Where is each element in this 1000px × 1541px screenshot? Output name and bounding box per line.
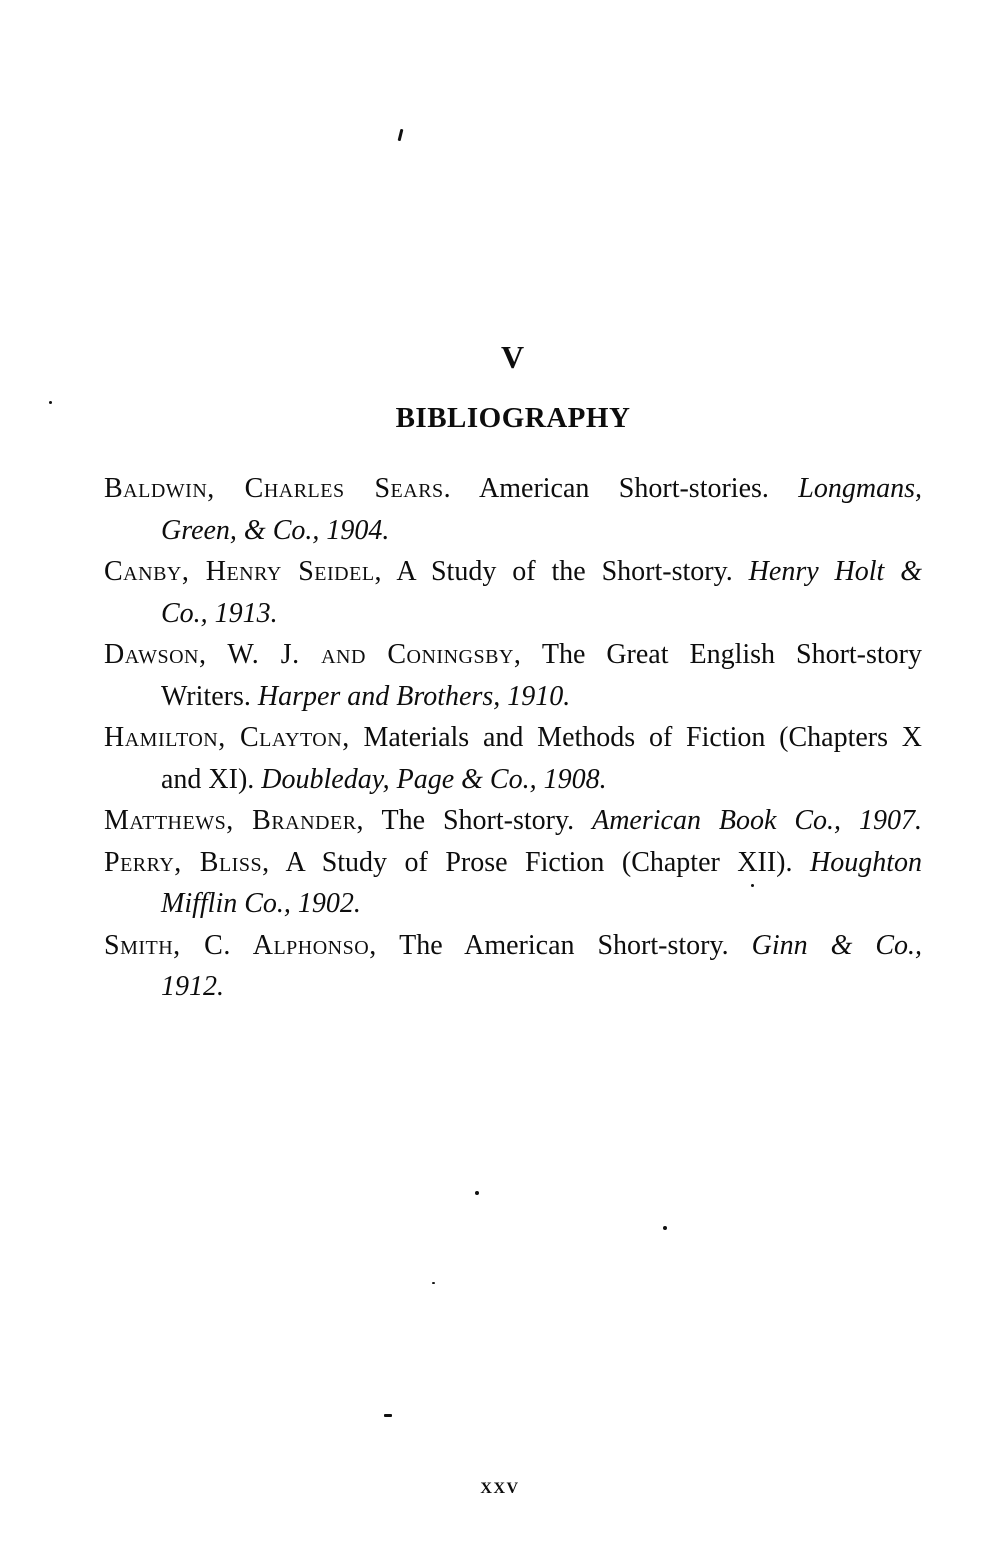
scan-speck-slash: [398, 129, 404, 141]
page-title: BIBLIOGRAPHY: [395, 402, 631, 434]
bib-publisher-text: Houghton: [810, 846, 922, 878]
bib-title-text: and XI).: [161, 763, 262, 795]
bib-publisher-text: Ginn & Co.,: [751, 929, 922, 961]
bib-author-text: Hamilton, Clayton,: [104, 722, 350, 753]
bib-publisher-text: Harper and Brothers, 1910.: [257, 680, 571, 712]
bibliography-list: [104, 468, 922, 1008]
bib-entry-line: [104, 468, 922, 510]
scan-speck-dash: [384, 1414, 392, 1417]
bib-author-text: Baldwin, Charles Sears.: [104, 473, 452, 504]
bib-entry-line: [104, 593, 922, 635]
bib-author-text: Perry, Bliss,: [104, 846, 270, 878]
bib-title-text: A Study of the Short-story.: [382, 556, 749, 587]
bib-title-text: Writers.: [161, 680, 258, 712]
bib-title-text: American Short-stories.: [451, 473, 799, 504]
page-number: xxv: [480, 1473, 520, 1498]
bib-entry-line: [104, 800, 922, 842]
bib-publisher-text: Co., 1913.: [161, 597, 278, 629]
bib-publisher-text: American Book Co., 1907.: [592, 805, 922, 836]
bib-entry-line: [104, 510, 922, 552]
bib-entry-line: [104, 676, 922, 718]
bib-author-text: Smith, C. Alphonso,: [104, 929, 377, 961]
bib-publisher-text: Doubleday, Page & Co., 1908.: [261, 763, 607, 795]
scan-speck-dot: [432, 1282, 435, 1284]
bib-entry-line: [104, 925, 922, 967]
bib-title-text: The American Short-story.: [376, 929, 752, 961]
bib-author-text: Dawson, W. J. and Coningsby,: [104, 639, 522, 670]
bib-title-text: Materials and Methods of Fiction (Chapters X: [349, 722, 922, 753]
scan-speck-dot: [751, 884, 754, 887]
bib-entry-line: [104, 717, 922, 759]
bib-entry-line: [104, 759, 922, 801]
bib-publisher-text: 1912.: [161, 971, 224, 1002]
scan-speck-dot: [475, 1191, 479, 1195]
bib-title-text: The Short-story.: [364, 805, 593, 836]
bib-author-text: Canby, Henry Seidel,: [104, 556, 383, 587]
section-number: V: [500, 339, 526, 375]
bib-author-text: Matthews, Brander,: [104, 805, 365, 836]
bib-title-text: The Great English Short-story: [521, 639, 922, 670]
bib-title-text: A Study of Prose Fiction (Chapter XII).: [269, 846, 810, 878]
bib-entry-line: [104, 883, 922, 925]
scan-speck-dot: [49, 401, 52, 404]
bib-entry-line: [104, 966, 922, 1008]
bib-publisher-text: Mifflin Co., 1902.: [161, 888, 361, 919]
bib-entry-line: [104, 634, 922, 676]
bib-publisher-text: Henry Holt &: [748, 556, 923, 587]
bib-publisher-text: Longmans,: [798, 473, 922, 504]
bib-entry-line: [104, 551, 922, 593]
scan-speck-dot: [663, 1226, 667, 1230]
bib-publisher-text: Green, & Co., 1904.: [161, 514, 390, 546]
bib-entry-line: [104, 842, 922, 884]
